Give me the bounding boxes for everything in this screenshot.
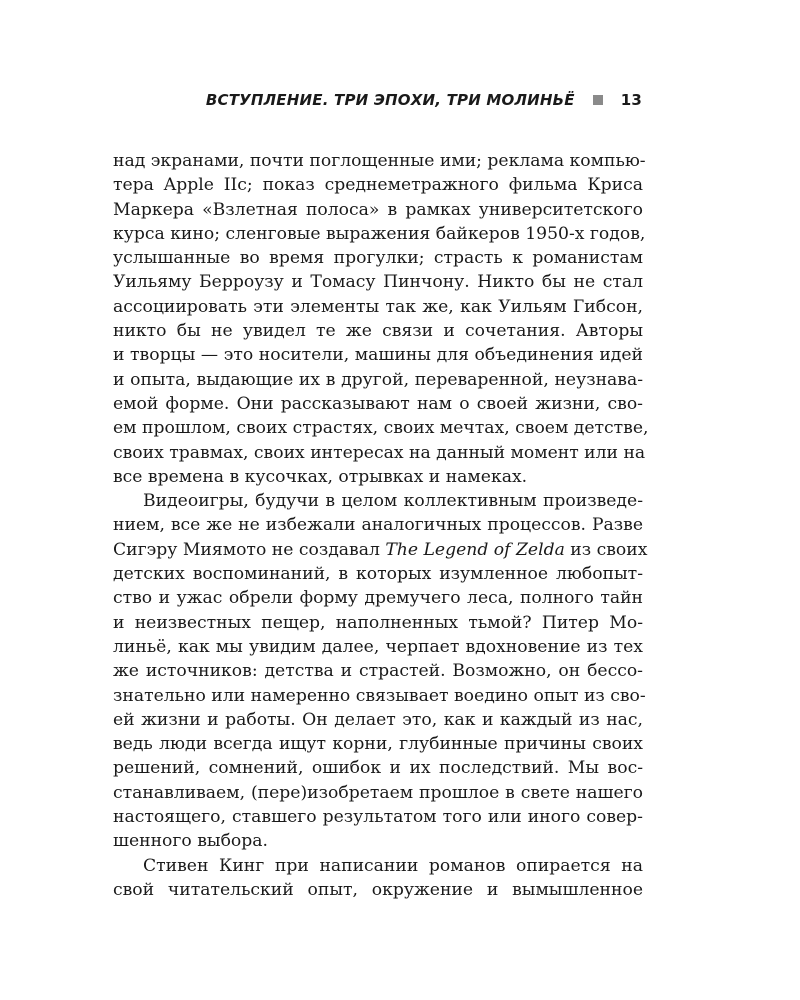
text-line xyxy=(113,538,648,562)
text-run: из своих xyxy=(564,539,648,560)
text-line: ей жизни и работы. Он делает это, как и каждый из нас, xyxy=(113,709,643,730)
text-line: и неизвестных пещер, наполненных тьмой? Питер Мо- xyxy=(113,612,643,633)
text-line: емой форме. Они рассказывают нам о своей жизни, сво- xyxy=(113,393,643,414)
text-line: над экранами, почти поглощенные ими; реклама компью- xyxy=(113,151,646,171)
text-line: все времена в кусочках, отрывках и намеках. xyxy=(113,466,528,487)
text-line: своих травмах, своих интересах на данный момент или на xyxy=(113,442,646,463)
text-line: Уильяму Берроузу и Томасу Пинчону. Никто бы не стал xyxy=(113,272,643,293)
game-title: The Legend of Zelda xyxy=(385,539,565,560)
text-line: тера Apple IIc; показ среднеметражного фильма Криса xyxy=(113,175,643,196)
text-line: же источников: детства и страстей. Возможно, он бессо- xyxy=(113,661,643,682)
body-text xyxy=(113,149,649,902)
text-run: Сигэру Миямото не создавал xyxy=(113,539,386,560)
text-line: и опыта, выдающие их в другой, переваренной, неузнава- xyxy=(113,369,643,390)
page-number: 13 xyxy=(620,91,642,109)
text-line: знательно или намеренно связывает воедино опыт из сво- xyxy=(113,685,646,706)
text-line: курса кино; сленговые выражения байкеров 1950-х годов, xyxy=(113,223,646,244)
separator-square-icon xyxy=(593,95,603,105)
text-line: настоящего, ставшего результатом того или иного совер- xyxy=(113,807,643,828)
text-line: свой читательский опыт, окружение и вымышленное xyxy=(113,879,643,900)
text-line: Маркера «Взлетная полоса» в рамках университетского xyxy=(113,199,643,220)
text-line: линьё, как мы увидим далее, черпает вдохновение из тех xyxy=(113,636,643,657)
text-line: Видеоигры, будучи в целом коллективным произведе- xyxy=(143,491,643,512)
text-line: станавливаем, (пере)изобретаем прошлое в свете нашего xyxy=(113,782,643,803)
text-line: ассоциировать эти элементы так же, как Уильям Гибсон, xyxy=(113,296,643,317)
running-head xyxy=(206,86,642,114)
text-line: ведь люди всегда ищут корни, глубинные причины своих xyxy=(113,734,643,755)
text-line: никто бы не увидел те же связи и сочетания. Авторы xyxy=(113,321,643,342)
text-line: услышанные во время прогулки; страсть к романистам xyxy=(113,248,643,269)
text-line: нием, все же не избежали аналогичных процессов. Разве xyxy=(113,515,643,536)
text-line: и творцы — это носители, машины для объединения идей xyxy=(113,345,643,366)
text-line: шенного выбора. xyxy=(113,831,268,852)
text-line: Стивен Кинг при написании романов опирается на xyxy=(143,855,643,876)
text-line: ство и ужас обрели форму дремучего леса, полного тайн xyxy=(113,588,643,609)
text-line: ем прошлом, своих страстях, своих мечтах, своем детстве, xyxy=(113,418,649,439)
chapter-title: ВСТУПЛЕНИЕ. ТРИ ЭПОХИ, ТРИ МОЛИНЬЁ xyxy=(205,91,575,109)
text-line: детских воспоминаний, в которых изумленное любопыт- xyxy=(113,564,643,585)
text-line: решений, сомнений, ошибок и их последствий. Мы вос- xyxy=(113,758,643,779)
